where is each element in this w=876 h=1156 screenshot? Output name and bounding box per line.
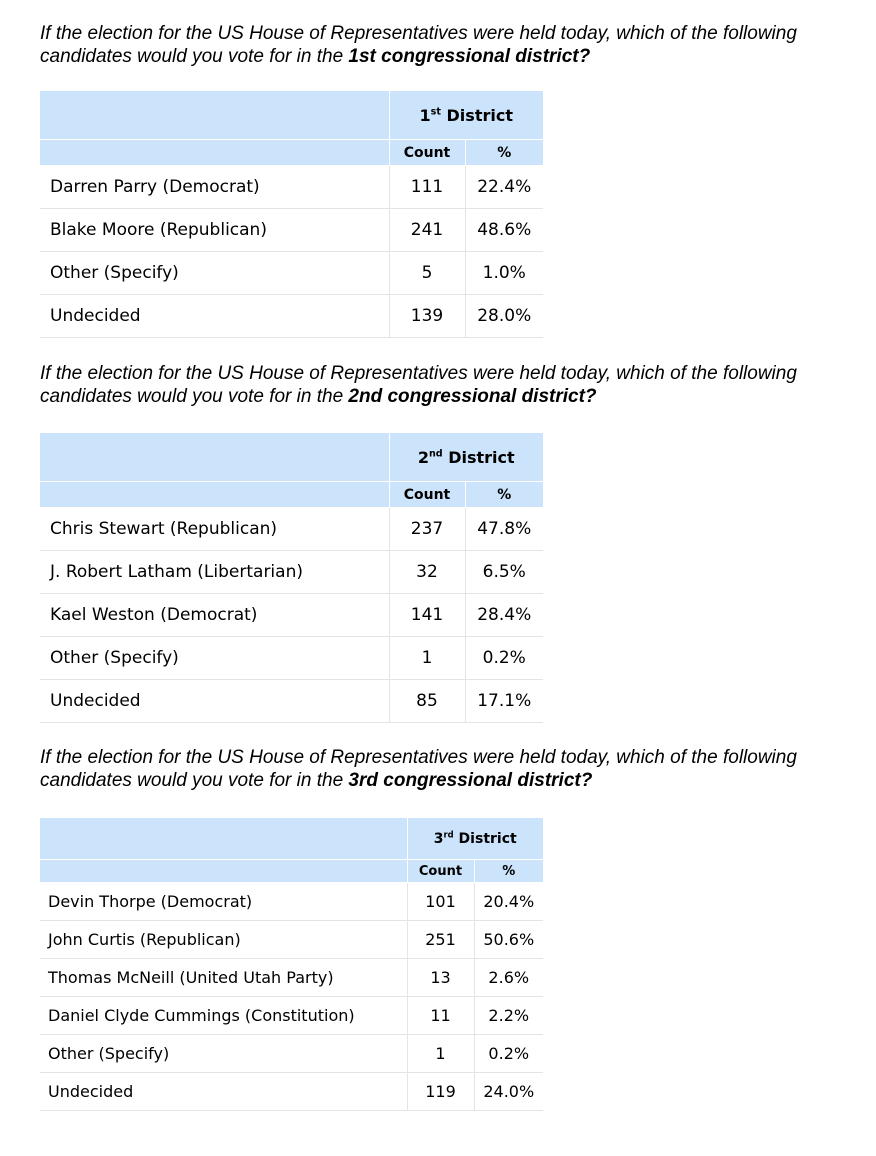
candidate-label: Kael Weston (Democrat) — [40, 594, 389, 637]
percent-cell: 0.2% — [465, 637, 543, 680]
table-row — [40, 166, 543, 209]
candidate-label: Undecided — [40, 1073, 407, 1111]
table-header-row — [40, 91, 543, 140]
percent-cell: 0.2% — [474, 1035, 543, 1073]
count-cell: 119 — [407, 1073, 474, 1111]
candidate-label: Undecided — [40, 295, 389, 338]
percent-cell: 2.6% — [474, 959, 543, 997]
table-header-row — [40, 818, 543, 860]
table-row — [40, 680, 543, 723]
candidate-label: Darren Parry (Democrat) — [40, 166, 389, 209]
percent-header: % — [465, 140, 543, 166]
count-cell: 85 — [389, 680, 465, 723]
percent-cell: 2.2% — [474, 997, 543, 1035]
table-row — [40, 883, 543, 921]
table-row — [40, 209, 543, 252]
count-header: Count — [389, 140, 465, 166]
count-cell: 251 — [407, 921, 474, 959]
count-cell: 1 — [389, 637, 465, 680]
candidate-label: Thomas McNeill (United Utah Party) — [40, 959, 407, 997]
candidate-label: John Curtis (Republican) — [40, 921, 407, 959]
district-2-table — [40, 433, 543, 723]
table-row — [40, 997, 543, 1035]
question-3 — [40, 746, 860, 792]
count-cell: 101 — [407, 883, 474, 921]
percent-cell: 17.1% — [465, 680, 543, 723]
table-row — [40, 959, 543, 997]
question-1-district: 1st congressional district? — [348, 46, 591, 67]
percent-cell: 28.0% — [465, 295, 543, 338]
header-blank-cell — [40, 433, 389, 482]
percent-cell: 22.4% — [465, 166, 543, 209]
percent-cell: 48.6% — [465, 209, 543, 252]
table-subheader-row — [40, 860, 543, 883]
question-2-district: 2nd congressional district? — [348, 386, 597, 407]
candidate-label: Daniel Clyde Cummings (Constitution) — [40, 997, 407, 1035]
candidate-label: Other (Specify) — [40, 252, 389, 295]
candidate-label: J. Robert Latham (Libertarian) — [40, 551, 389, 594]
percent-cell: 50.6% — [474, 921, 543, 959]
table-header-row — [40, 433, 543, 482]
percent-cell: 28.4% — [465, 594, 543, 637]
count-header: Count — [389, 482, 465, 508]
district-header: 3rd District — [407, 818, 543, 860]
table-row — [40, 594, 543, 637]
count-cell: 241 — [389, 209, 465, 252]
question-1-prefix: If the election for the US House of Representatives were held today, which of the following candidates would you vote for in the — [40, 23, 797, 67]
table-subheader-row — [40, 140, 543, 166]
candidate-label: Other (Specify) — [40, 1035, 407, 1073]
district-header: 1st District — [389, 91, 543, 140]
count-cell: 111 — [389, 166, 465, 209]
percent-cell: 1.0% — [465, 252, 543, 295]
count-cell: 1 — [407, 1035, 474, 1073]
percent-cell: 20.4% — [474, 883, 543, 921]
header-blank-cell — [40, 91, 389, 140]
count-cell: 32 — [389, 551, 465, 594]
count-cell: 141 — [389, 594, 465, 637]
question-1 — [40, 22, 860, 68]
candidate-label: Other (Specify) — [40, 637, 389, 680]
candidate-label: Blake Moore (Republican) — [40, 209, 389, 252]
table-subheader-row — [40, 482, 543, 508]
table-row — [40, 508, 543, 551]
question-2 — [40, 362, 860, 408]
candidate-label: Chris Stewart (Republican) — [40, 508, 389, 551]
percent-cell: 6.5% — [465, 551, 543, 594]
table-row — [40, 1035, 543, 1073]
question-3-prefix: If the election for the US House of Representatives were held today, which of the following candidates would you vote for in the — [40, 747, 797, 791]
percent-header: % — [465, 482, 543, 508]
count-cell: 5 — [389, 252, 465, 295]
table-row — [40, 551, 543, 594]
candidate-label: Devin Thorpe (Democrat) — [40, 883, 407, 921]
table-row — [40, 921, 543, 959]
count-cell: 13 — [407, 959, 474, 997]
percent-header: % — [474, 860, 543, 883]
question-2-prefix: If the election for the US House of Representatives were held today, which of the following candidates would you vote for in the — [40, 363, 797, 407]
count-cell: 139 — [389, 295, 465, 338]
percent-cell: 47.8% — [465, 508, 543, 551]
table-row — [40, 1073, 543, 1111]
candidate-label: Undecided — [40, 680, 389, 723]
header-blank-cell — [40, 818, 407, 860]
table-row — [40, 252, 543, 295]
district-1-table — [40, 91, 543, 338]
question-3-district: 3rd congressional district? — [348, 770, 593, 791]
count-cell: 11 — [407, 997, 474, 1035]
district-3-table — [40, 818, 543, 1111]
district-header: 2nd District — [389, 433, 543, 482]
table-row — [40, 637, 543, 680]
percent-cell: 24.0% — [474, 1073, 543, 1111]
count-cell: 237 — [389, 508, 465, 551]
count-header: Count — [407, 860, 474, 883]
table-row — [40, 295, 543, 338]
